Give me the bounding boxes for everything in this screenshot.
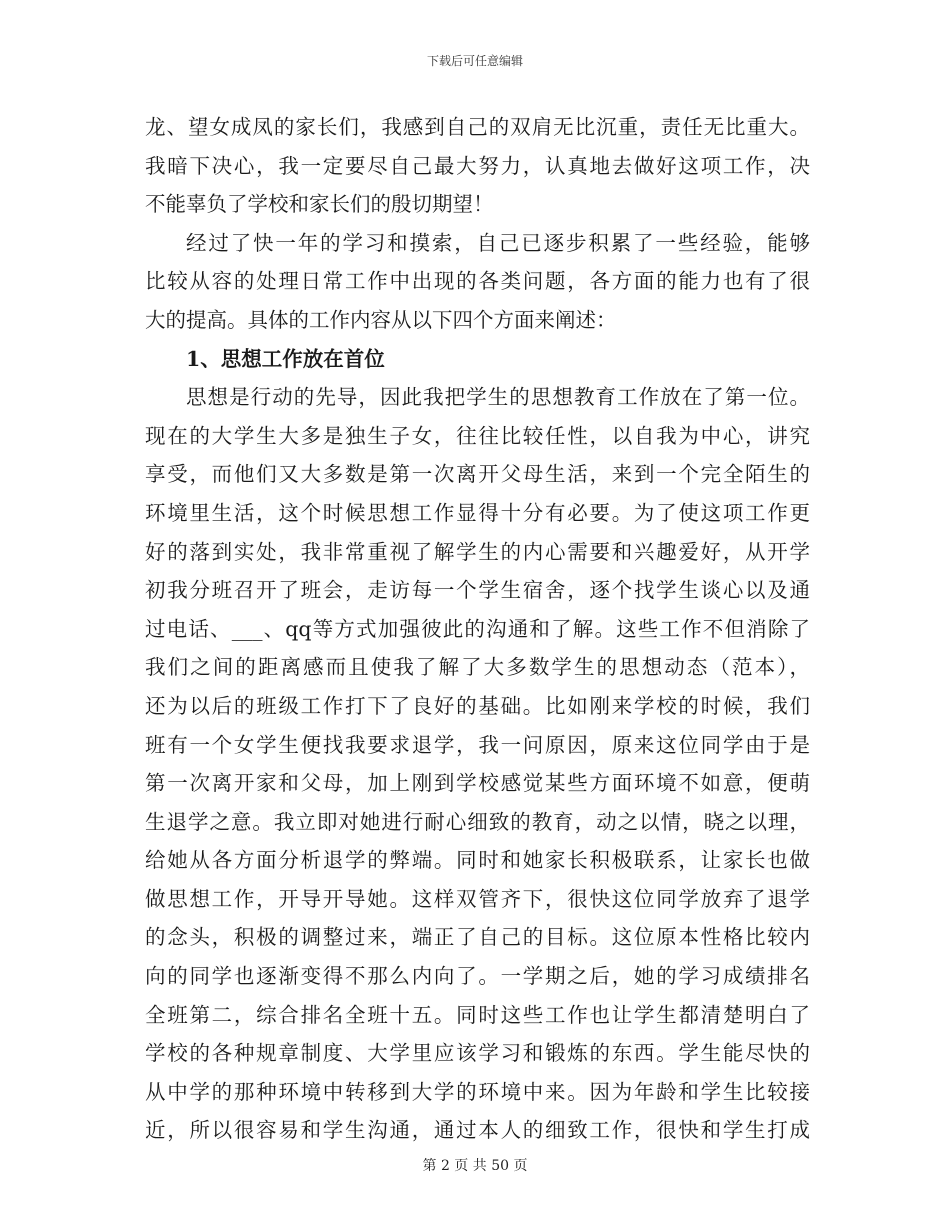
text-line: 现在的大学生大多是独生子女，往往比较任性，以自我为中心，讲究 bbox=[145, 423, 810, 448]
text-line: 给她从各方面分析退学的弊端。同时和她家长积极联系，让家长也做 bbox=[145, 848, 810, 873]
text-line: 比较从容的处理日常工作中出现的各类问题，各方面的能力也有了很 bbox=[145, 269, 810, 294]
text-line: 过电话、___、qq等方式加强彼此的沟通和了解。这些工作不但消除了 bbox=[145, 616, 810, 641]
text-line: 龙、望女成凤的家长们，我感到自己的双肩无比沉重，责任无比重大。 bbox=[145, 115, 810, 139]
text-line: 经过了快一年的学习和摸索，自己已逐步积累了一些经验，能够 bbox=[186, 230, 810, 255]
text-line: 初我分班召开了班会，走访每一个学生宿舍，逐个找学生谈心以及通 bbox=[145, 578, 810, 603]
text-line: 大的提高。具体的工作内容从以下四个方面来阐述： bbox=[145, 307, 617, 332]
text-line: 生退学之意。我立即对她进行耐心细致的教育，动之以情，晓之以理， bbox=[145, 809, 810, 834]
text-line: 我暗下决心，我一定要尽自己最大努力，认真地去做好这项工作，决 bbox=[145, 153, 810, 178]
text-line: 思想是行动的先导，因此我把学生的思想教育工作放在了第一位。 bbox=[186, 385, 810, 410]
text-line: 从中学的那种环境中转移到大学的环境中来。因为年龄和学生比较接 bbox=[145, 1079, 810, 1104]
text-line: 不能辜负了学校和家长们的殷切期望！ bbox=[145, 192, 494, 217]
text-line: 第一次离开家和父母，加上刚到学校感觉某些方面环境不如意，便萌 bbox=[145, 771, 810, 796]
text-line: 学校的各种规章制度、大学里应该学习和锻炼的东西。学生能尽快的 bbox=[145, 1041, 810, 1066]
text-line: 还为以后的班级工作打下了良好的基础。比如刚来学校的时候，我们 bbox=[145, 693, 810, 718]
text-line: 做思想工作，开导开导她。这样双管齐下，很快这位同学放弃了退学 bbox=[145, 886, 810, 911]
text-line: 向的同学也逐渐变得不那么内向了。一学期之后，她的学习成绩排名 bbox=[145, 964, 810, 989]
document-body bbox=[145, 108, 810, 1150]
text-line: 的念头，积极的调整过来，端正了自己的目标。这位原本性格比较内 bbox=[145, 925, 810, 950]
text-line: 好的落到实处，我非常重视了解学生的内心需要和兴趣爱好，从开学 bbox=[145, 539, 810, 564]
section-heading: 1、思想工作放在首位 bbox=[186, 346, 385, 371]
text-line: 近，所以很容易和学生沟通，通过本人的细致工作，很快和学生打成 bbox=[145, 1118, 810, 1143]
text-line: 全班第二，综合排名全班十五。同时这些工作也让学生都清楚明白了 bbox=[145, 1002, 810, 1027]
text-line: 我们之间的距离感而且使我了解了大多数学生的思想动态（范本）， bbox=[145, 655, 810, 680]
page-number: 第 2 页 共 50 页 bbox=[422, 1158, 528, 1174]
text-line: 环境里生活，这个时候思想工作显得十分有必要。为了使这项工作更 bbox=[145, 500, 810, 525]
text-line: 班有一个女学生便找我要求退学，我一问原因，原来这位同学由于是 bbox=[145, 732, 810, 757]
text-line: 享受，而他们又大多数是第一次离开父母生活，来到一个完全陌生的 bbox=[145, 462, 810, 487]
page-header-note: 下载后可任意编辑 bbox=[426, 54, 523, 68]
